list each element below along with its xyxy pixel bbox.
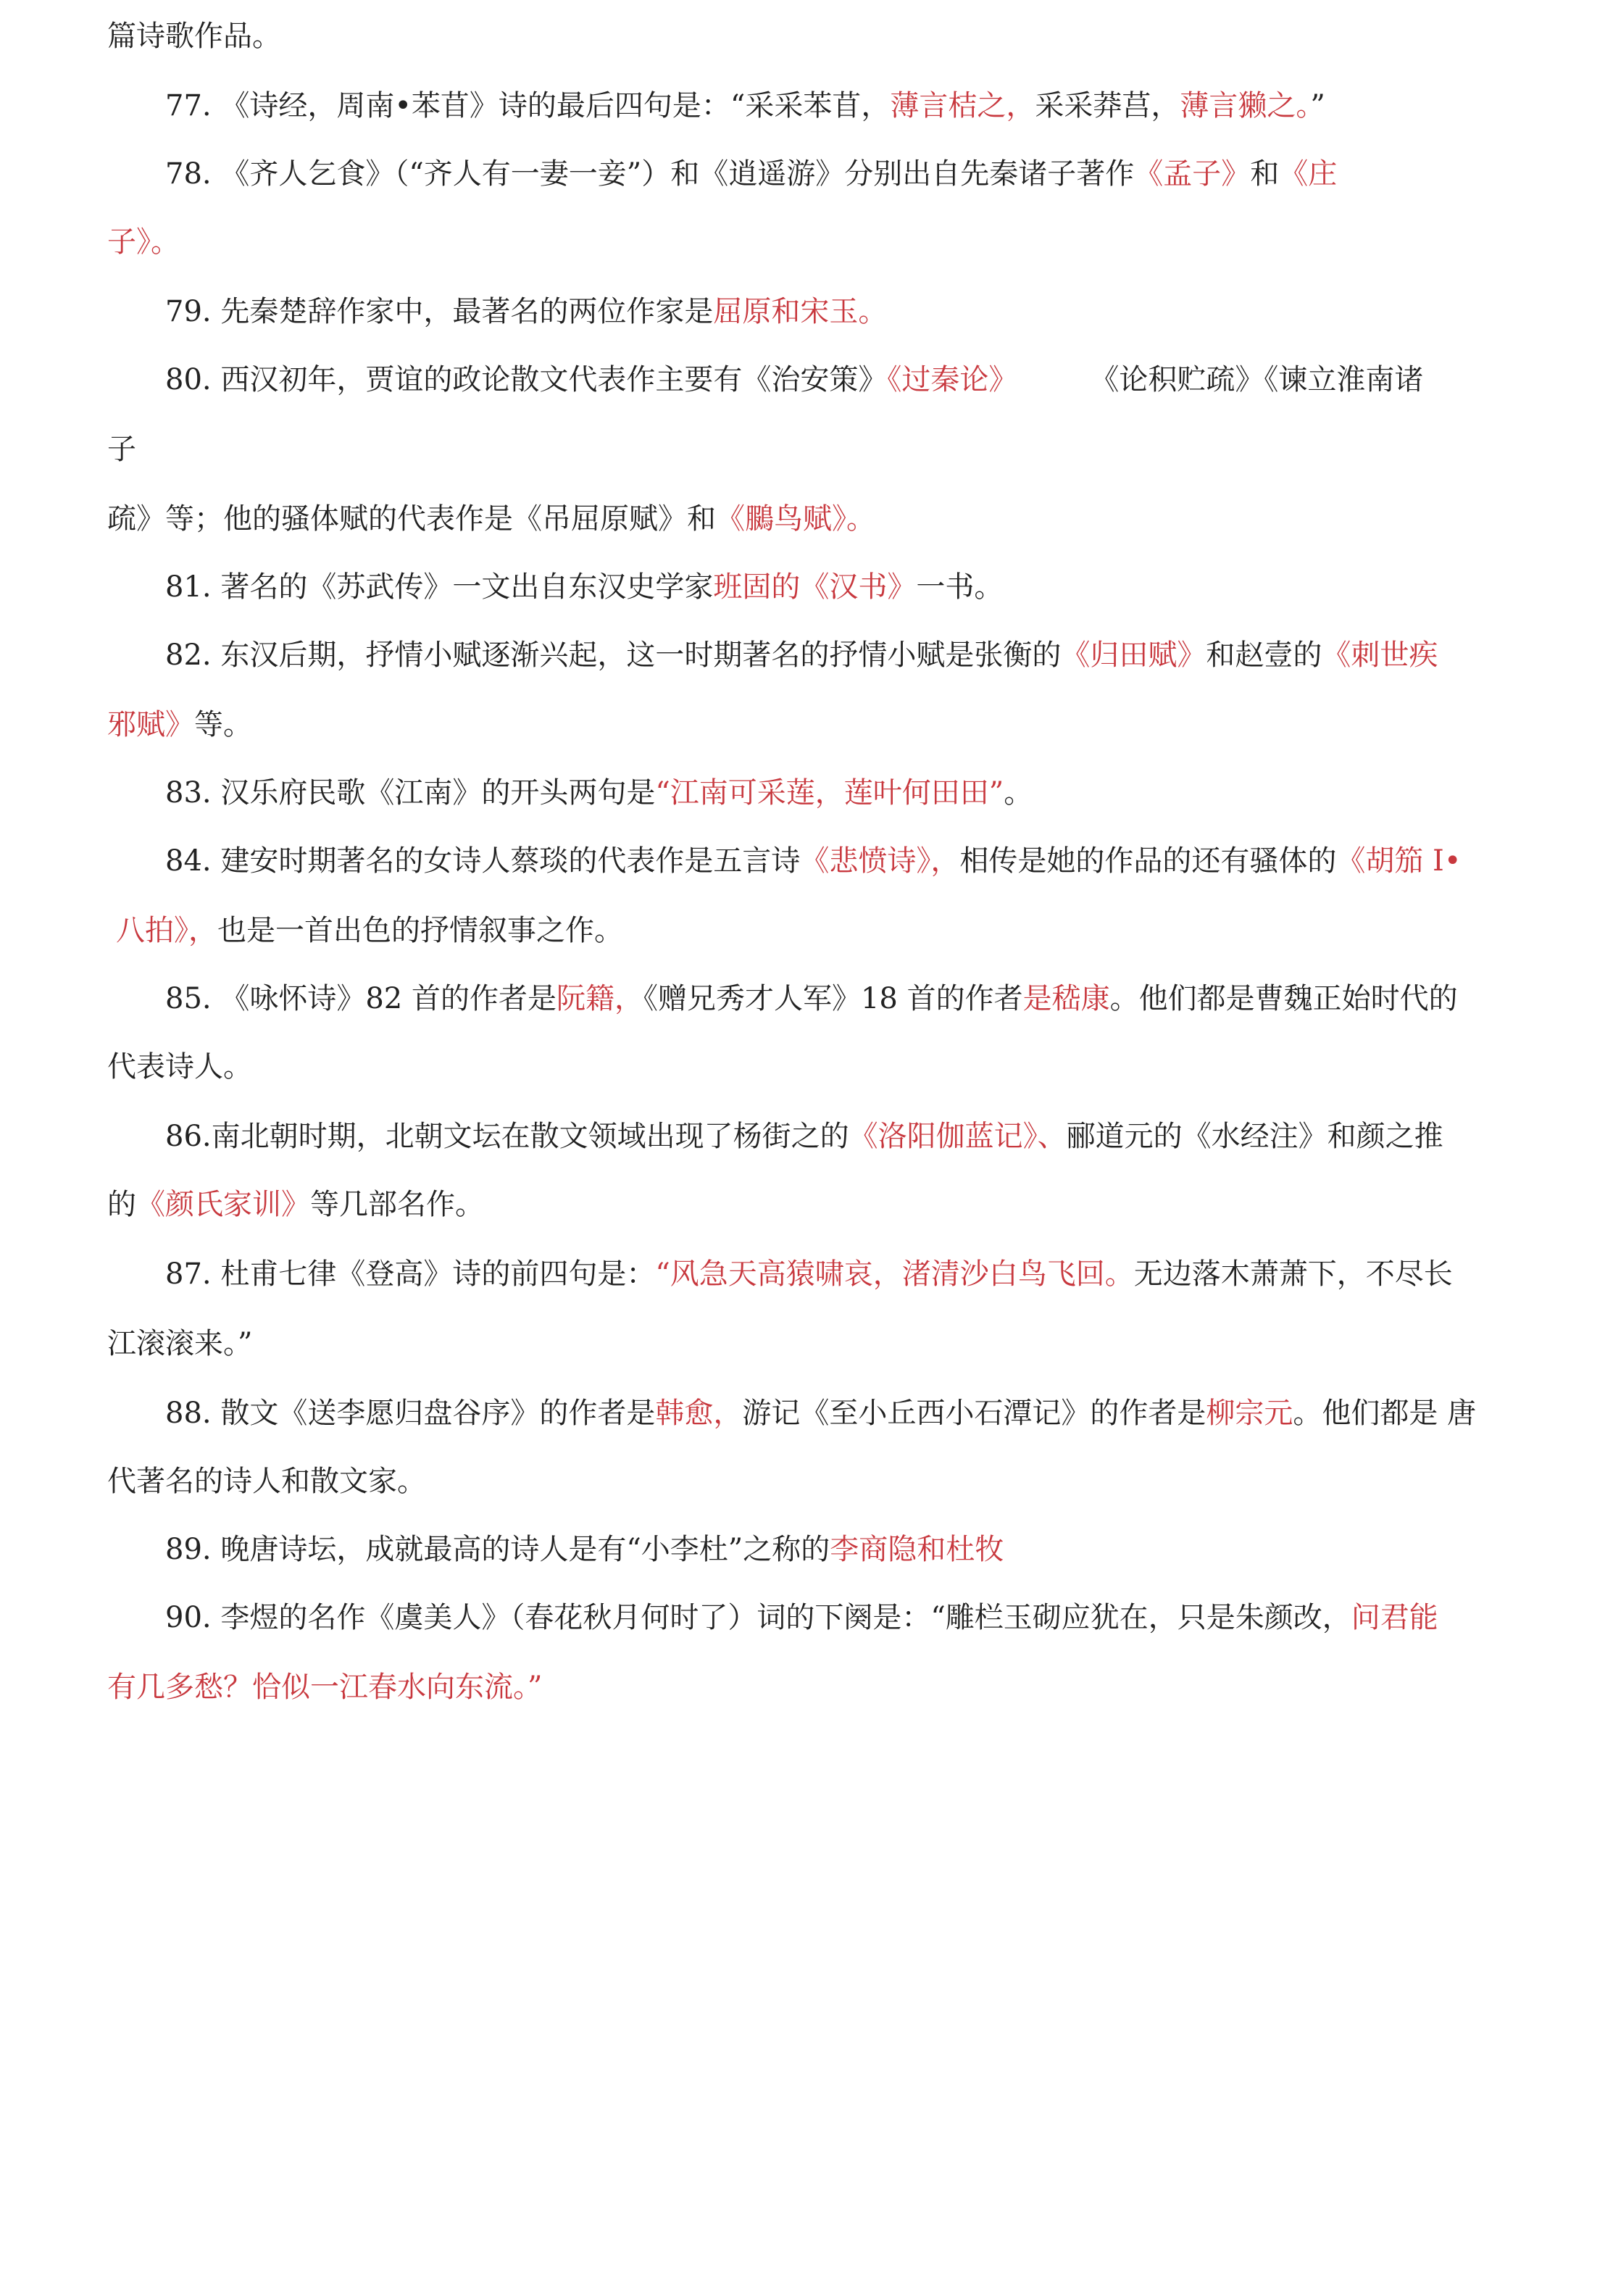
item-81 <box>165 567 1003 607</box>
line-text: 79. 先秦楚辞作家中，最著名的两位作家是 <box>165 295 714 328</box>
item-84-cont <box>116 910 623 951</box>
line-text: 一书。 <box>916 570 1004 604</box>
answer-text: 韩愈， <box>655 1397 743 1430</box>
answer-text: 问君能 <box>1351 1601 1438 1634</box>
line-text: 无边落木萧萧下，不尽长 <box>1133 1257 1453 1291</box>
item-80 <box>165 359 1423 400</box>
answer-text: 《庄 <box>1279 157 1338 191</box>
answer-text: 《刺世疾 <box>1322 639 1438 672</box>
item-88-cont <box>107 1461 426 1502</box>
line-text: 《论积贮疏》《谏立淮南诸 <box>1090 363 1424 396</box>
item-84 <box>165 841 1461 881</box>
item-89 <box>165 1529 1004 1570</box>
item-82-cont <box>107 704 252 745</box>
item-80-cont <box>107 499 875 539</box>
item-87-cont <box>107 1323 252 1364</box>
line-text: 89. 晚唐诗坛，成就最高的诗人是有“小李杜”之称的 <box>165 1533 830 1566</box>
line-text: 篇诗歌作品。 <box>107 20 281 53</box>
line-text: ” <box>1310 89 1325 122</box>
answer-text: 有几多愁？恰似一江春水向东流。” <box>107 1671 543 1704</box>
answer-text: 是嵇康 <box>1022 982 1110 1015</box>
answer-text: 《悲愤诗》， <box>800 844 960 878</box>
answer-text: 《过秦论》 <box>887 363 1018 396</box>
line-text: 88. 散文《送李愿归盘谷序》的作者是 <box>165 1397 656 1430</box>
item-83 <box>165 773 1033 813</box>
item-87 <box>165 1254 1453 1294</box>
answer-text: 《归田赋》 <box>1061 639 1206 672</box>
line-text: 郦道元的《水经注》和颜之推 <box>1066 1120 1443 1153</box>
item-82 <box>165 635 1438 675</box>
line-text: 采采莽莒， <box>1035 89 1180 122</box>
line-text: 。他们都是 唐 <box>1293 1397 1477 1430</box>
answer-text: 班固的《汉书》 <box>713 570 917 604</box>
answer-text: 薄言獭之。 <box>1180 89 1311 122</box>
item-79 <box>165 291 887 332</box>
answer-text: 子》。 <box>107 225 180 259</box>
line-text: 相传是她的作品的还有骚体的 <box>959 844 1337 878</box>
line-text: 子 <box>107 433 136 466</box>
line-text: 82. 东汉后期，抒情小赋逐渐兴起，这一时期著名的抒情小赋是张衡的 <box>165 639 1062 672</box>
line-text: 也是一首出色的抒情叙事之作。 <box>217 914 623 947</box>
item-85 <box>165 978 1458 1019</box>
item-90-cont <box>107 1667 542 1708</box>
item-86 <box>165 1116 1443 1157</box>
answer-text: 屈原和宋玉。 <box>713 295 888 328</box>
line-text: 。 <box>1004 776 1033 810</box>
line-text: 80. 西汉初年，贾谊的政论散文代表作主要有《治安策》 <box>165 363 888 396</box>
answer-text: 薄言桔之， <box>890 89 1035 122</box>
answer-text: 《颜氏家训》 <box>136 1188 310 1221</box>
line-text: 等。 <box>194 708 252 741</box>
line-text: 疏》等；他的骚体赋的代表作是《吊屈原赋》和 <box>107 502 716 536</box>
answer-text: “江南可采莲，莲叶何田田” <box>655 776 1004 810</box>
item-88 <box>165 1393 1476 1434</box>
answer-text: 《孟子》 <box>1134 157 1251 191</box>
line-text: 游记《至小丘西小石潭记》的作者是 <box>742 1397 1206 1430</box>
line-text: 77. 《诗经，周南•苯苜》诗的最后四句是：“采采苯苜， <box>165 89 891 122</box>
line-text: 78. 《齐人乞食》（“齐人有一妻一妾”）和《逍遥游》分别出自先秦诸子著作 <box>165 157 1135 191</box>
line-text: 江滚滚来。” <box>107 1327 253 1360</box>
line-text: 90. 李煜的名作《虞美人》（春花秋月何时了）词的下阕是：“雕栏玉砌应犹在，只是朱颜改， <box>165 1601 1351 1634</box>
answer-text: 阮籍， <box>556 982 643 1015</box>
line-text: 的 <box>107 1188 136 1221</box>
line-text: 84. 建安时期著名的女诗人蔡琰的代表作是五言诗 <box>165 844 801 878</box>
item-78-cont <box>107 222 180 262</box>
line-text: 87. 杜甫七律《登高》诗的前四句是： <box>165 1257 656 1291</box>
line-text: 85. 《咏怀诗》82 首的作者是 <box>165 982 557 1015</box>
line-text: 代著名的诗人和散文家。 <box>107 1465 426 1498</box>
line-text: 《赠兄秀才人军》18 首的作者 <box>643 982 1023 1015</box>
line-text: 83. 汉乐府民歌《江南》的开头两句是 <box>165 776 656 810</box>
line-text: 和赵壹的 <box>1206 639 1322 672</box>
line-text: 代表诗人。 <box>107 1050 252 1083</box>
answer-text: 《鵩鸟赋》。 <box>716 502 875 536</box>
line-text: 81. 著名的《苏武传》一文出自东汉史学家 <box>165 570 714 604</box>
answer-text: “风急天高猿啸哀，渚清沙白鸟飞回。 <box>655 1257 1134 1291</box>
answer-text: 柳宗元 <box>1206 1397 1293 1430</box>
line-text: 86.南北朝时期，北朝文坛在散文领域出现了杨街之的 <box>165 1120 849 1153</box>
answer-text: 八拍》， <box>116 914 217 947</box>
text-line <box>107 16 281 57</box>
answer-text: 《胡笳 I• <box>1336 844 1462 878</box>
item-78 <box>165 154 1337 194</box>
item-80-cont <box>107 429 136 470</box>
answer-text: 邪赋》 <box>107 708 194 741</box>
answer-text: 《洛阳伽蓝记》、 <box>849 1120 1067 1153</box>
line-text: 和 <box>1250 157 1280 191</box>
line-text: 。他们都是曹魏正始时代的 <box>1109 982 1458 1015</box>
item-86-cont <box>107 1184 484 1225</box>
answer-text: 李商隐和杜牧 <box>830 1533 1004 1566</box>
item-85-cont <box>107 1047 252 1087</box>
line-text: 等几部名作。 <box>310 1188 484 1221</box>
item-90 <box>165 1597 1438 1638</box>
item-77 <box>165 86 1325 126</box>
